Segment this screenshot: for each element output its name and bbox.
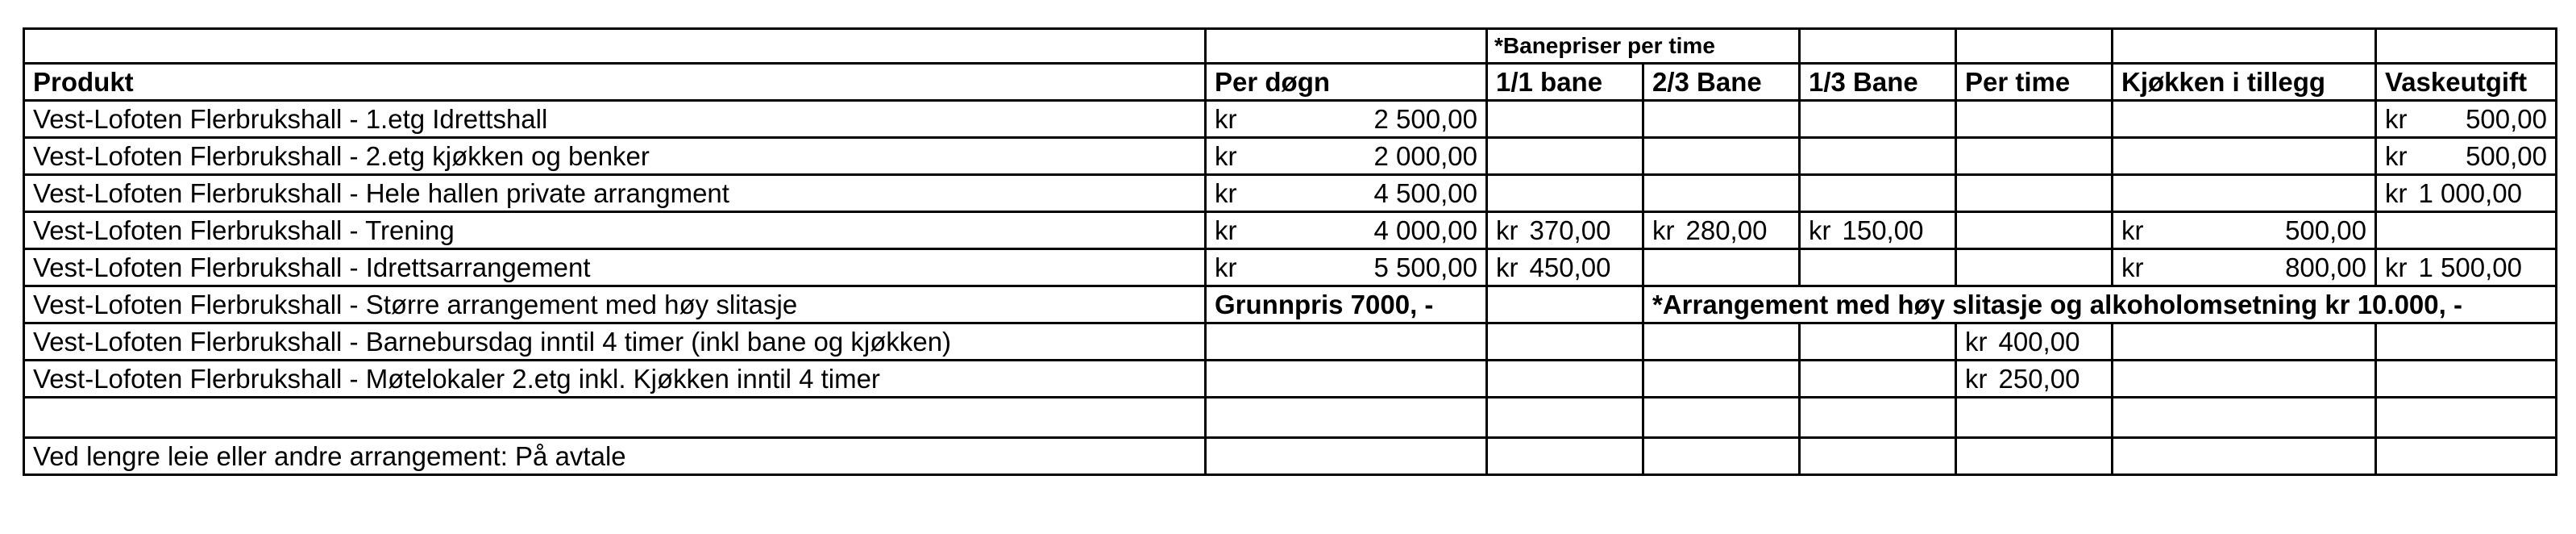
vask-value: 1 000,00 (2418, 178, 2522, 208)
header-vaskeutgift: Vaskeutgift (2376, 64, 2557, 101)
currency-label: kr (2121, 252, 2144, 282)
currency-label: kr (2385, 104, 2408, 134)
vask-value: 1 500,00 (2418, 252, 2522, 282)
per-time-value: 250,00 (1998, 364, 2080, 394)
vask-cell (2376, 175, 2557, 212)
currency-label: kr (1215, 215, 1237, 245)
cell-empty (1643, 138, 1800, 175)
cell-empty (1956, 249, 2113, 286)
cell-empty (2376, 323, 2557, 361)
currency-label: kr (2121, 215, 2144, 245)
per-dogn-value: 4 000,00 (1373, 215, 1477, 245)
per-time-cell (1956, 323, 2113, 361)
per-time-cell (1956, 361, 2113, 398)
cell-empty (1800, 101, 1956, 138)
currency-label: kr (2385, 141, 2408, 171)
cell-empty (2376, 398, 2557, 438)
header-row (24, 64, 2557, 101)
cell-empty (1643, 323, 1800, 361)
bane-2-3-cell (1643, 212, 1800, 249)
currency-label: kr (2385, 178, 2408, 208)
cell-empty (1643, 249, 1800, 286)
cell-empty (1800, 398, 1956, 438)
table-row (24, 438, 2557, 475)
cell-empty (1643, 398, 1800, 438)
grunnpris-text: Grunnpris 7000, - (1206, 286, 1487, 323)
cell-empty (2113, 361, 2376, 398)
cell-empty (2113, 323, 2376, 361)
vask-cell (2376, 101, 2557, 138)
header-bane-1-1: 1/1 bane (1487, 64, 1643, 101)
price-sheet (23, 27, 2557, 476)
cell-empty (1487, 138, 1643, 175)
cell-empty (2376, 29, 2557, 64)
currency-label: kr (1652, 215, 1675, 245)
cell-empty (1206, 438, 1487, 475)
table-row (24, 138, 2557, 175)
per-dogn-value: 4 500,00 (1373, 178, 1477, 208)
currency-label: kr (1965, 327, 1988, 357)
cell-empty (1800, 438, 1956, 475)
vask-cell (2376, 249, 2557, 286)
cell-empty (2113, 398, 2376, 438)
cell-empty (1956, 101, 2113, 138)
cell-empty (1956, 212, 2113, 249)
price-table (23, 27, 2557, 476)
cell-empty (1956, 138, 2113, 175)
product-name: Vest-Lofoten Flerbrukshall - Trening (24, 212, 1206, 249)
header-kjokken: Kjøkken i tillegg (2113, 64, 2376, 101)
cell-empty (1206, 398, 1487, 438)
header-bane-1-3: 1/3 Bane (1800, 64, 1956, 101)
cell-empty (24, 29, 1206, 64)
cell-empty (1800, 29, 1956, 64)
cell-empty (1800, 138, 1956, 175)
per-dogn-cell (1206, 212, 1487, 249)
per-dogn-cell (1206, 101, 1487, 138)
table-row (24, 398, 2557, 438)
cell-empty (2376, 438, 2557, 475)
per-dogn-value: 5 500,00 (1373, 252, 1477, 282)
cell-empty (1487, 101, 1643, 138)
cell-empty (2113, 138, 2376, 175)
cell-empty (1643, 101, 1800, 138)
kjokken-value: 800,00 (2285, 252, 2366, 282)
cell-empty (1487, 286, 1643, 323)
table-row (24, 323, 2557, 361)
bane-1-3-cell (1800, 212, 1956, 249)
kjokken-cell (2113, 249, 2376, 286)
cell-empty (1956, 438, 2113, 475)
baneprise-supheader: *Banepriser per time (1487, 29, 1800, 64)
kjokken-cell (2113, 212, 2376, 249)
alkohol-note: *Arrangement med høy slitasje og alkoholomsetning kr 10.000, - (1643, 286, 2557, 323)
cell-empty (1643, 438, 1800, 475)
cell-empty (1800, 175, 1956, 212)
bane-1-1-cell (1487, 249, 1643, 286)
per-time-value: 400,00 (1998, 327, 2080, 357)
cell-empty (2113, 438, 2376, 475)
currency-label: kr (1496, 215, 1519, 245)
cell-empty (1487, 175, 1643, 212)
cell-empty (1800, 361, 1956, 398)
per-dogn-cell (1206, 249, 1487, 286)
cell-empty (1956, 398, 2113, 438)
bane-1-1-cell (1487, 212, 1643, 249)
per-dogn-value: 2 500,00 (1373, 104, 1477, 134)
currency-label: kr (1215, 104, 1237, 134)
product-name: Vest-Lofoten Flerbrukshall - 2.etg kjøkken og benker (24, 138, 1206, 175)
table-row (24, 101, 2557, 138)
cell-empty (1956, 175, 2113, 212)
product-name: Vest-Lofoten Flerbrukshall - Møtelokaler 2.etg inkl. Kjøkken inntil 4 timer (24, 361, 1206, 398)
cell-empty (1643, 175, 1800, 212)
per-dogn-cell (1206, 175, 1487, 212)
cell-empty (1487, 398, 1643, 438)
cell-empty (1800, 323, 1956, 361)
vask-cell (2376, 138, 2557, 175)
product-name: Vest-Lofoten Flerbrukshall - 1.etg Idrettshall (24, 101, 1206, 138)
header-bane-2-3: 2/3 Bane (1643, 64, 1800, 101)
product-name: Vest-Lofoten Flerbrukshall - Barnebursdag inntil 4 timer (inkl bane og kjøkken) (24, 323, 1206, 361)
cell-empty (2113, 101, 2376, 138)
currency-label: kr (1215, 178, 1237, 208)
product-name: Ved lengre leie eller andre arrangement: På avtale (24, 438, 1206, 475)
table-row (24, 175, 2557, 212)
per-dogn-value: 2 000,00 (1373, 141, 1477, 171)
table-row (24, 361, 2557, 398)
cell-empty (1206, 323, 1487, 361)
supheader-row (24, 29, 2557, 64)
cell-empty (1800, 249, 1956, 286)
header-produkt: Produkt (24, 64, 1206, 101)
per-dogn-cell (1206, 138, 1487, 175)
header-per-time: Per time (1956, 64, 2113, 101)
cell-empty (1487, 361, 1643, 398)
bane-1-1-value: 370,00 (1529, 215, 1611, 245)
cell-empty (2113, 175, 2376, 212)
vask-value: 500,00 (2466, 104, 2547, 134)
cell-empty (2376, 361, 2557, 398)
cell-empty (1487, 438, 1643, 475)
vask-value: 500,00 (2466, 141, 2547, 171)
product-name: Vest-Lofoten Flerbrukshall - Større arrangement med høy slitasje (24, 286, 1206, 323)
cell-empty (1206, 29, 1487, 64)
product-name (24, 398, 1206, 438)
table-row (24, 212, 2557, 249)
currency-label: kr (1496, 252, 1519, 282)
bane-1-3-value: 150,00 (1842, 215, 1924, 245)
kjokken-value: 500,00 (2285, 215, 2366, 245)
currency-label: kr (1215, 141, 1237, 171)
currency-label: kr (1215, 252, 1237, 282)
cell-empty (1643, 361, 1800, 398)
cell-empty (1487, 323, 1643, 361)
cell-empty (2376, 212, 2557, 249)
cell-empty (1206, 361, 1487, 398)
bane-2-3-value: 280,00 (1685, 215, 1768, 245)
product-name: Vest-Lofoten Flerbrukshall - Idrettsarrangement (24, 249, 1206, 286)
table-row (24, 249, 2557, 286)
bane-1-1-value: 450,00 (1529, 252, 1611, 282)
table-row (24, 286, 2557, 323)
product-name: Vest-Lofoten Flerbrukshall - Hele hallen private arrangment (24, 175, 1206, 212)
currency-label: kr (1809, 215, 1831, 245)
currency-label: kr (1965, 364, 1988, 394)
header-per-dogn: Per døgn (1206, 64, 1487, 101)
cell-empty (2113, 29, 2376, 64)
currency-label: kr (2385, 252, 2408, 282)
cell-empty (1956, 29, 2113, 64)
